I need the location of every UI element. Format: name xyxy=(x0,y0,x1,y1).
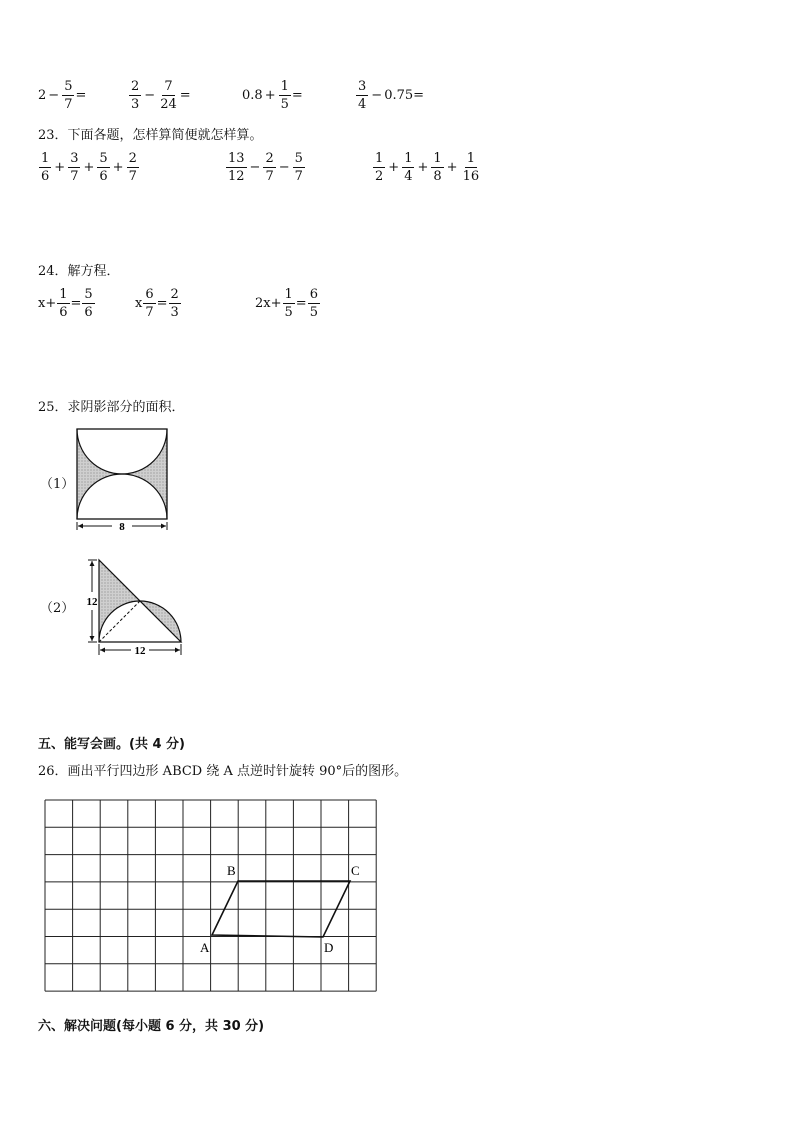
fraction: $\frac{3}{7}$ xyxy=(70,151,79,184)
fig1-label: （1） xyxy=(40,477,75,492)
section5-title: 五、能写会画。(共 4 分) xyxy=(38,737,185,752)
fraction: $\frac{2}{7}$ xyxy=(265,151,274,184)
fraction: $\frac{7}{24}$ xyxy=(160,79,177,112)
q24-title: 24．解方程． xyxy=(38,264,120,279)
point-label-b: B xyxy=(227,863,236,878)
fraction: $\frac{6}{7}$ xyxy=(145,287,154,320)
point-label-a: A xyxy=(200,940,210,955)
q23-title: 23．下面各题，怎样算简便就怎样算。 xyxy=(38,128,263,143)
q22-expr-2: $\frac{2}{3}$ − $\frac{7}{24}$ = xyxy=(131,79,191,112)
fraction: $\frac{1}{6}$ xyxy=(41,151,50,184)
fraction: $\frac{1}{5}$ xyxy=(284,287,293,320)
fig1-square-semicircles xyxy=(72,424,174,536)
fraction: $\frac{1}{6}$ xyxy=(59,287,68,320)
point-label-c: C xyxy=(351,863,360,878)
q22-expr-1: 2 − $\frac{5}{7}$ = xyxy=(38,79,87,112)
fig2-triangle-semicircle xyxy=(80,555,190,659)
fraction: $\frac{5}{7}$ xyxy=(294,151,303,184)
grid-lines xyxy=(45,800,376,991)
q26-grid xyxy=(40,795,385,1000)
fraction: $\frac{6}{5}$ xyxy=(309,287,318,320)
point-label-d: D xyxy=(324,940,334,955)
fig2-bottom-dim-label: 12 xyxy=(134,645,146,657)
section6-title: 六、解决问题(每小题 6 分，共 30 分) xyxy=(38,1019,265,1034)
fraction: $\frac{1}{5}$ xyxy=(280,79,289,112)
q23-expr-2: $\frac{13}{12}$ − $\frac{2}{7}$ − $\frac{5}{7}$ xyxy=(228,151,303,184)
q22-expr-3: 0.8 + $\frac{1}{5}$ = xyxy=(242,79,303,112)
fraction: $\frac{1}{16}$ xyxy=(462,151,480,184)
fig1-dim-label: 8 xyxy=(119,521,125,533)
q25-title: 25．求阴影部分的面积． xyxy=(38,400,185,415)
fraction: $\frac{2}{3}$ xyxy=(131,79,140,112)
fraction: $\frac{5}{6}$ xyxy=(84,287,93,320)
fig2-label: （2） xyxy=(40,601,75,616)
fraction: $\frac{5}{6}$ xyxy=(99,151,108,184)
fraction: $\frac{1}{4}$ xyxy=(404,151,413,184)
q26-title: 26．画出平行四边形 ABCD 绕 A 点逆时针旋转 90°后的图形。 xyxy=(38,764,408,779)
fraction: $\frac{2}{3}$ xyxy=(170,287,179,320)
q24-eq-3: 2x+ $\frac{1}{5}$ = $\frac{6}{5}$ xyxy=(255,287,318,320)
q22-expr-4: $\frac{3}{4}$ − 0.75 = xyxy=(358,79,425,112)
fraction: $\frac{13}{12}$ xyxy=(228,151,245,184)
fraction: $\frac{2}{7}$ xyxy=(128,151,137,184)
q23-expr-1: $\frac{1}{6}$ + $\frac{3}{7}$ + $\frac{5}{6}$ + $\frac{2}{7}$ xyxy=(41,151,137,184)
q24-eq-1: x+ $\frac{1}{6}$ = $\frac{5}{6}$ xyxy=(38,287,93,320)
fig2-side-dim-label: 12 xyxy=(86,596,98,608)
fraction: $\frac{1}{2}$ xyxy=(375,151,384,184)
q24-eq-2: x $\frac{6}{7}$ = $\frac{2}{3}$ xyxy=(135,287,179,320)
fraction: $\frac{1}{8}$ xyxy=(433,151,442,184)
fraction: $\frac{3}{4}$ xyxy=(358,79,367,112)
q23-expr-3: $\frac{1}{2}$ + $\frac{1}{4}$ + $\frac{1}{8}$ + $\frac{1}{16}$ xyxy=(375,151,480,184)
fraction: $\frac{5}{7}$ xyxy=(64,79,73,112)
